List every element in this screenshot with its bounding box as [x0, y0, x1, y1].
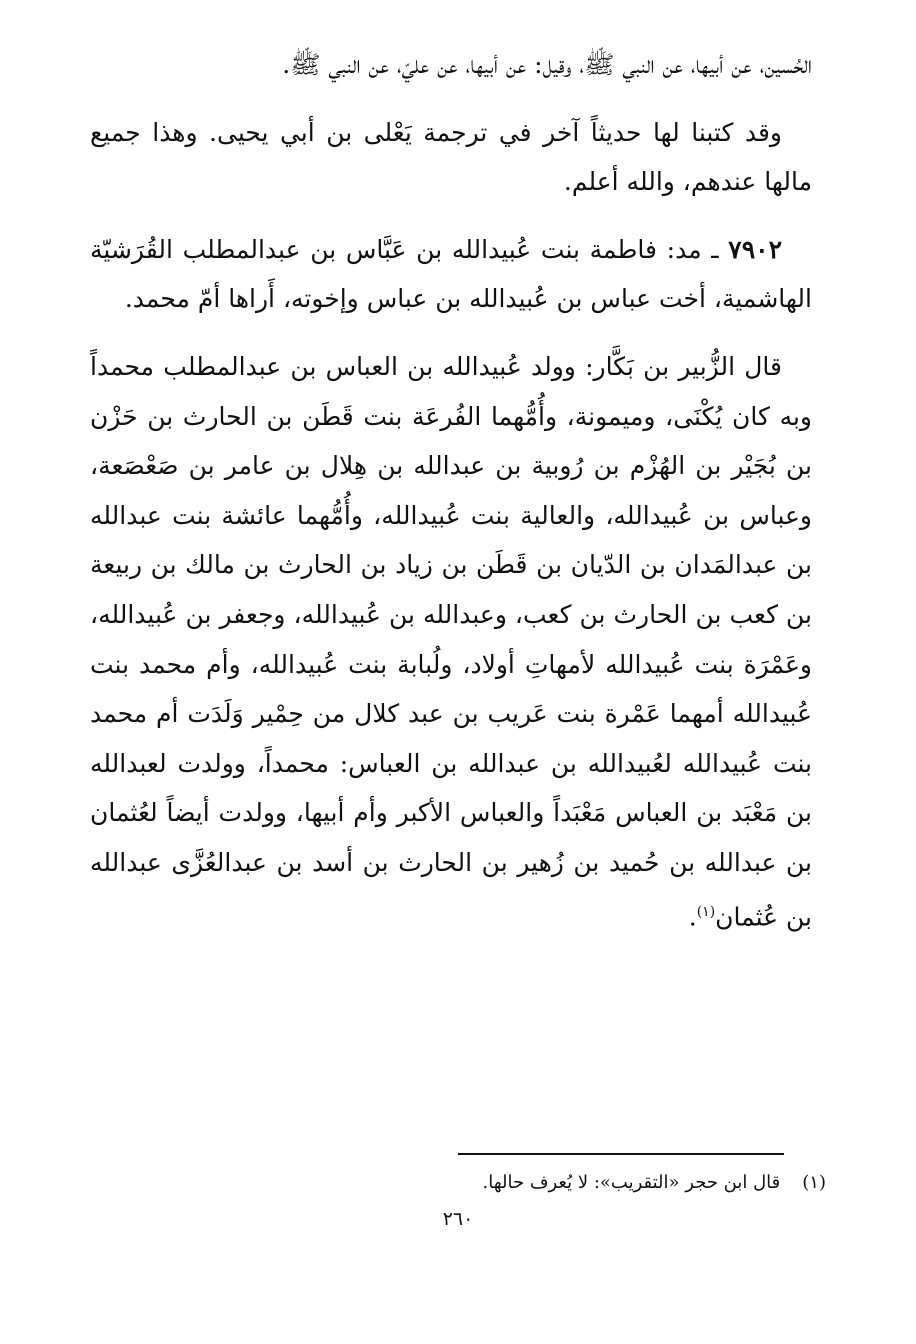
page-number: ٢٦٠	[442, 1208, 474, 1230]
paragraph-4-text: قال الزُّبير بن بَكَّار: وولد عُبيدالله بن العباس بن عبدالمطلب محمداً وبه كان يُكْنَى، وميمونة، وأُمُّهما الفُرعَة بنت قَطَن بن الحارث بن حَزْن بن بُجَيْر بن الهُزْم بن رُوبية بن عبدالله بن هِلال بن عامر بن صَعْصَعة، وعباس بن عُبيدالله، والعالية بنت عُبيدالله، وأُمُّهما عائشة بنت عبدالله بن عبدالمَدان بن الدّيان بن قَطَن بن زياد بن الحارث بن مالك بن ربيعة بن كعب بن الحارث بن كعب، وعبدالله بن عُبيدالله، وجعفر بن عُبيدالله، وعَمْرَة بنت عُبيدالله لأمهاتِ أولاد، ولُبابة بنت عُبيدالله، وأم محمد بنت عُبيدالله أمهما عَمْرة بنت عَريب بن عبد كلال من حِمْير وَلَدَت أم محمد بنت عُبيدالله لعُبيدالله بن عبدالله بن العباس: محمداً، وولدت لعبدالله بن مَعْبَد بن العباس مَعْبَداً والعباس الأكبر وأم أبيها، وولدت أيضاً لعُثمان بن عبدالله بن حُميد بن زُهير بن الحارث بن أسد بن عبدالعُزَّى عبدالله بن عُثمان	[90, 351, 812, 931]
footnote-text: قال ابن حجر «التقريب»: لا يُعرف حالها.	[482, 1172, 781, 1193]
entry-number: ٧٩٠٢	[728, 234, 782, 264]
entry-paragraph	[90, 225, 812, 324]
paragraph-2: وقد كتبنا لها حديثاً آخر في ترجمة يَعْلى بن أبي يحيى. وهذا جميع مالها عندهم، والله أعلم.	[90, 117, 812, 197]
paragraph-1: الحُسين، عن أبيها، عن النبي ﷺ، وقيل: عن أبيها، عن عليّ، عن النبي ﷺ.	[282, 50, 812, 79]
footnote-divider	[458, 1153, 784, 1155]
footnote	[483, 1168, 827, 1198]
paragraph-4-end: .	[688, 901, 697, 931]
paragraph-4	[90, 342, 812, 941]
entry-text: ـ مد: فاطمة بنت عُبيدالله بن عَبَّاس بن عبدالمطلب القُرَشيّة الهاشمية، أخت عباس بن عُبيدالله بن عباس وإخوته، أَراها أمّ محمد.	[90, 234, 812, 314]
footnote-reference: (١)	[696, 903, 716, 920]
footnote-marker: (١)	[802, 1172, 826, 1193]
page-body	[90, 40, 812, 941]
